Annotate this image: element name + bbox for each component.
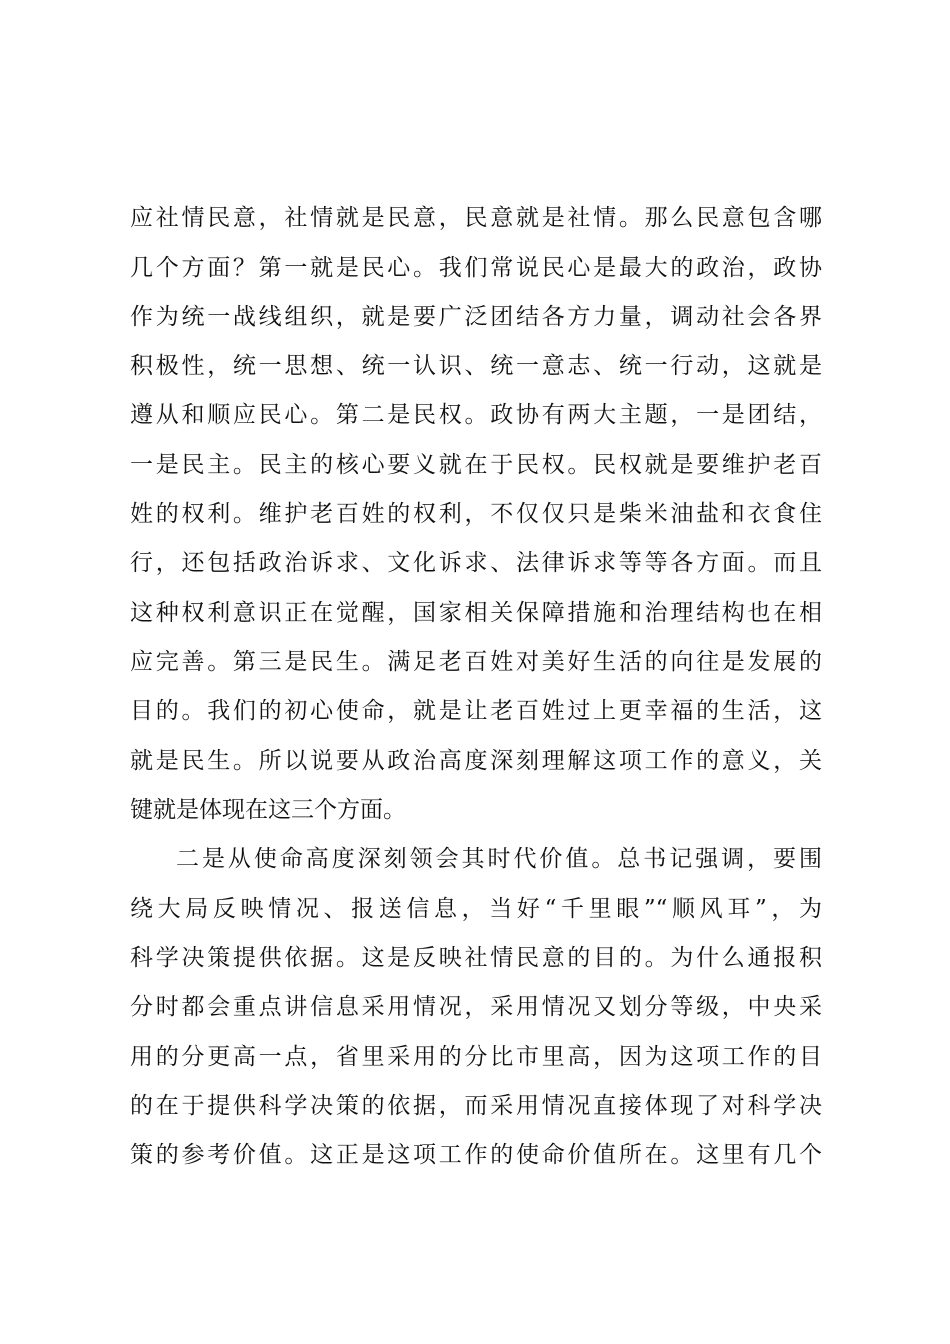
text-line: 策的参考价值。这正是这项工作的使命价值所在。这里有几个 [130, 1142, 822, 1168]
text-line: 几个方面？第一就是民心。我们常说民心是最大的政治，政协 [130, 255, 822, 281]
text-line: 分时都会重点讲信息采用情况，采用情况又划分等级，中央采 [130, 994, 822, 1020]
text-line: 科学决策提供依据。这是反映社情民意的目的。为什么通报积 [130, 945, 822, 971]
text-line: 绕大局反映情况、报送信息，当好“千里眼”“顺风耳”，为 [130, 896, 822, 922]
text-line: 遵从和顺应民心。第二是民权。政协有两大主题，一是团结， [130, 402, 822, 428]
text-line: 的在于提供科学决策的依据，而采用情况直接体现了对科学决 [130, 1093, 822, 1119]
text-line: 行，还包括政治诉求、文化诉求、法律诉求等等各方面。而且 [130, 550, 822, 576]
text-line-last: 键就是体现在这三个方面。 [130, 797, 406, 823]
text-line: 就是民生。所以说要从政治高度深刻理解这项工作的意义，关 [130, 748, 822, 774]
paragraph-first-line: 二是从使命高度深刻领会其时代价值。总书记强调，要围 [176, 846, 822, 872]
text-line: 这种权利意识正在觉醒，国家相关保障措施和治理结构也在相 [130, 600, 822, 626]
text-line: 目的。我们的初心使命，就是让老百姓过上更幸福的生活，这 [130, 698, 822, 724]
text-line: 用的分更高一点，省里采用的分比市里高，因为这项工作的目 [130, 1044, 822, 1070]
text-line: 积极性，统一思想、统一认识、统一意志、统一行动，这就是 [130, 353, 822, 379]
text-line: 作为统一战线组织，就是要广泛团结各方力量，调动社会各界 [130, 304, 822, 330]
text-line: 应完善。第三是民生。满足老百姓对美好生活的向往是发展的 [130, 649, 822, 675]
text-line: 应社情民意，社情就是民意，民意就是社情。那么民意包含哪 [130, 205, 822, 231]
text-line: 姓的权利。维护老百姓的权利，不仅仅只是柴米油盐和衣食住 [130, 501, 822, 527]
text-line: 一是民主。民主的核心要义就在于民权。民权就是要维护老百 [130, 452, 822, 478]
